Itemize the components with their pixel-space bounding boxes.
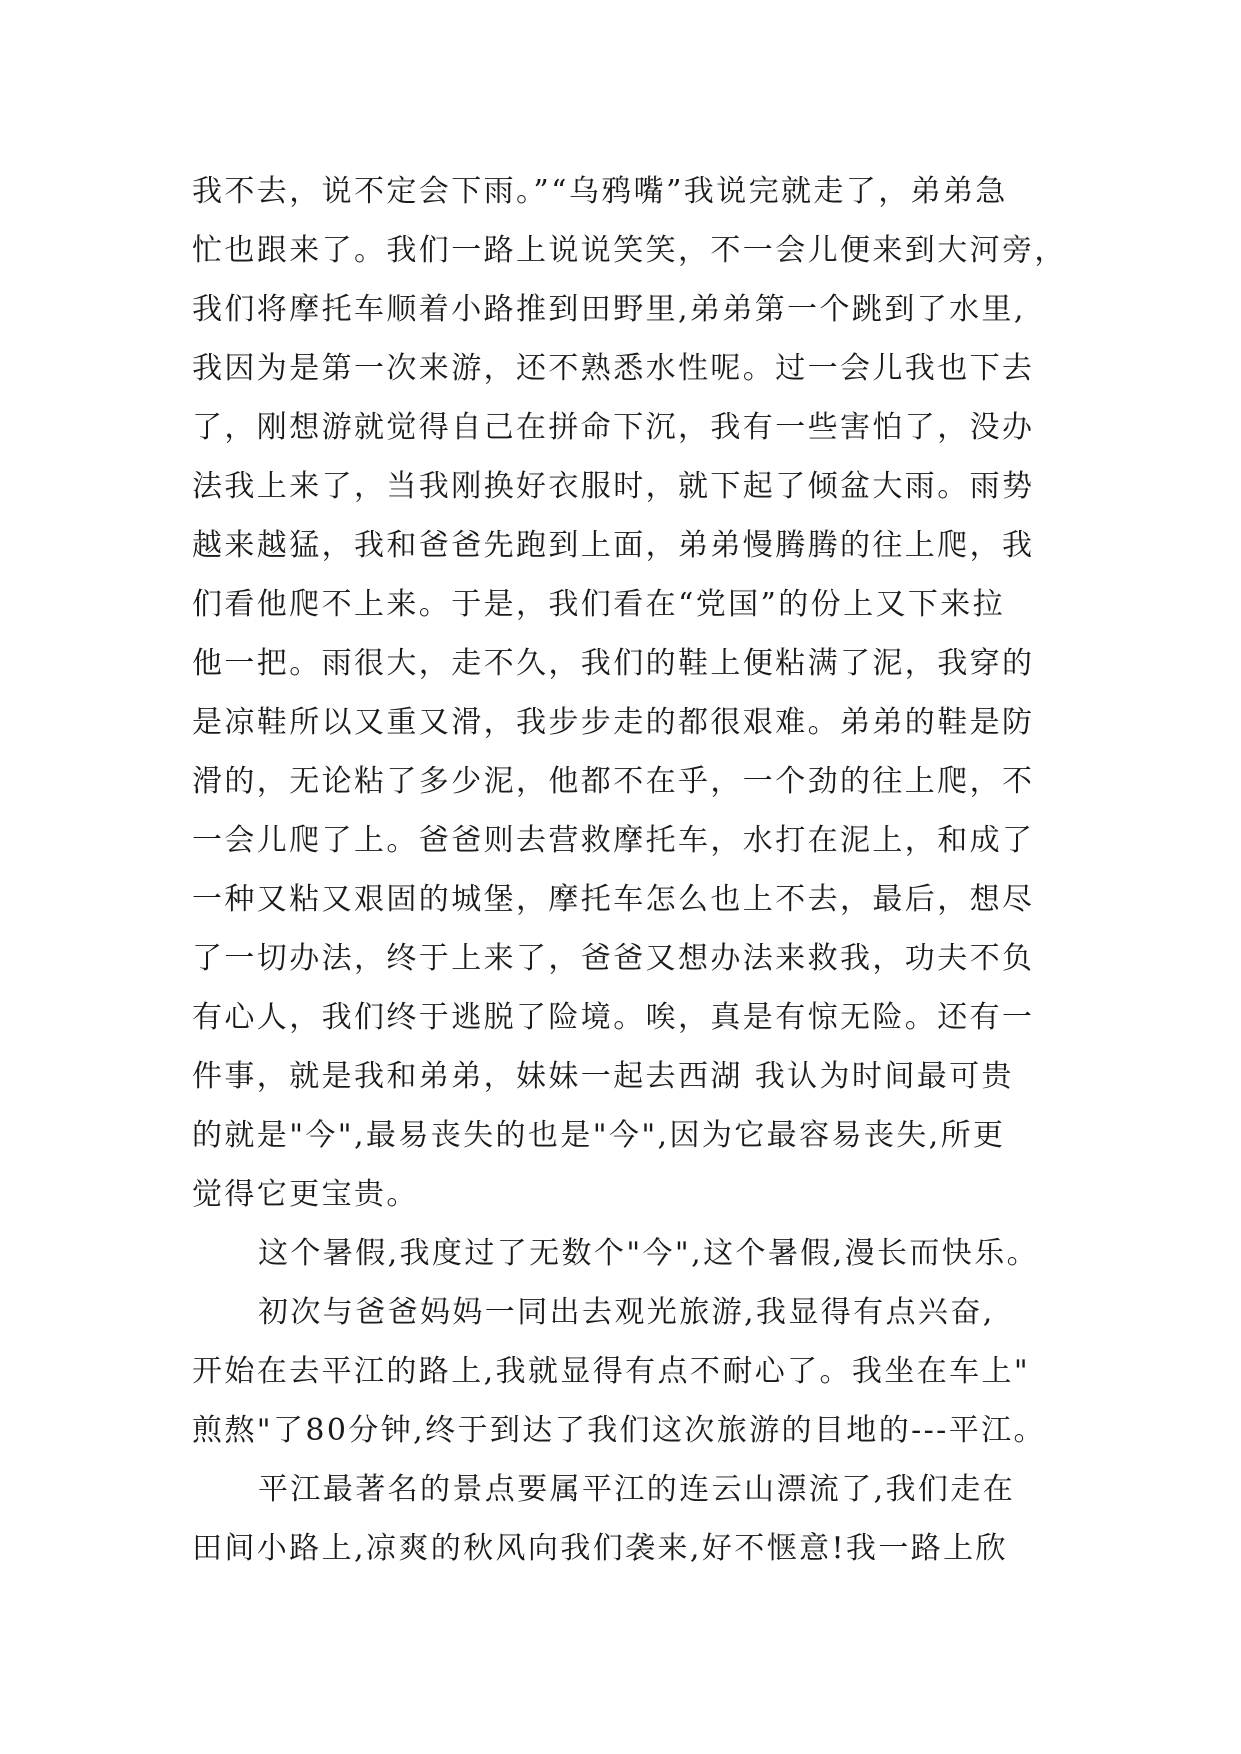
text-line: 们看他爬不上来。于是，我们看在“党国”的份上又下来拉 <box>192 587 1006 622</box>
text-line: 初次与爸爸妈妈一同出去观光旅游,我显得有点兴奋, <box>258 1295 995 1330</box>
text-line: 这个暑假,我度过了无数个"今",这个暑假,漫长而快乐。 <box>258 1236 1040 1271</box>
body-text <box>192 162 1092 1578</box>
text-line: 我们将摩托车顺着小路推到田野里,弟弟第一个跳到了水里, <box>192 292 1026 327</box>
text-line: 一会儿爬了上。爸爸则去营救摩托车，水打在泥上，和成了 <box>192 823 1035 858</box>
text-line: 件事，就是我和弟弟，妹妹一起去西湖 我认为时间最可贵 <box>192 1059 1014 1094</box>
text-line: 开始在去平江的路上,我就显得有点不耐心了。我坐在车上" <box>192 1354 1031 1389</box>
text-line: 觉得它更宝贵。 <box>192 1177 419 1212</box>
text-line: 有心人，我们终于逃脱了险境。唉，真是有惊无险。还有一 <box>192 1000 1035 1035</box>
text-line: 煎熬"了80分钟,终于到达了我们这次旅游的目地的---平江。 <box>192 1413 1046 1448</box>
text-line: 法我上来了，当我刚换好衣服时，就下起了倾盆大雨。雨势 <box>192 469 1035 504</box>
text-line: 越来越猛，我和爸爸先跑到上面，弟弟慢腾腾的往上爬，我 <box>192 528 1035 563</box>
text-line: 的就是"今",最易丧失的也是"今",因为它最容易丧失,所更 <box>192 1118 1006 1153</box>
text-line: 我不去，说不定会下雨。”“乌鸦嘴”我说完就走了，弟弟急 <box>192 174 1008 209</box>
text-line: 田间小路上,凉爽的秋风向我们袭来,好不惬意!我一路上欣 <box>192 1531 1008 1566</box>
text-line: 一种又粘又艰固的城堡，摩托车怎么也上不去，最后，想尽 <box>192 882 1035 917</box>
text-line: 我因为是第一次来游，还不熟悉水性呢。过一会儿我也下去 <box>192 351 1035 386</box>
text-line: 平江最著名的景点要属平江的连云山漂流了,我们走在 <box>258 1472 1016 1507</box>
text-line: 了一切办法，终于上来了，爸爸又想办法来救我，功夫不负 <box>192 941 1035 976</box>
text-line: 他一把。雨很大，走不久，我们的鞋上便粘满了泥，我穿的 <box>192 646 1035 681</box>
text-line: 是凉鞋所以又重又滑，我步步走的都很艰难。弟弟的鞋是防 <box>192 705 1035 740</box>
text-line: 了，刚想游就觉得自己在拼命下沉，我有一些害怕了，没办 <box>192 410 1035 445</box>
text-line: 滑的，无论粘了多少泥，他都不在乎，一个劲的往上爬，不 <box>192 764 1035 799</box>
text-line: 忙也跟来了。我们一路上说说笑笑，不一会儿便来到大河旁， <box>192 233 1067 268</box>
